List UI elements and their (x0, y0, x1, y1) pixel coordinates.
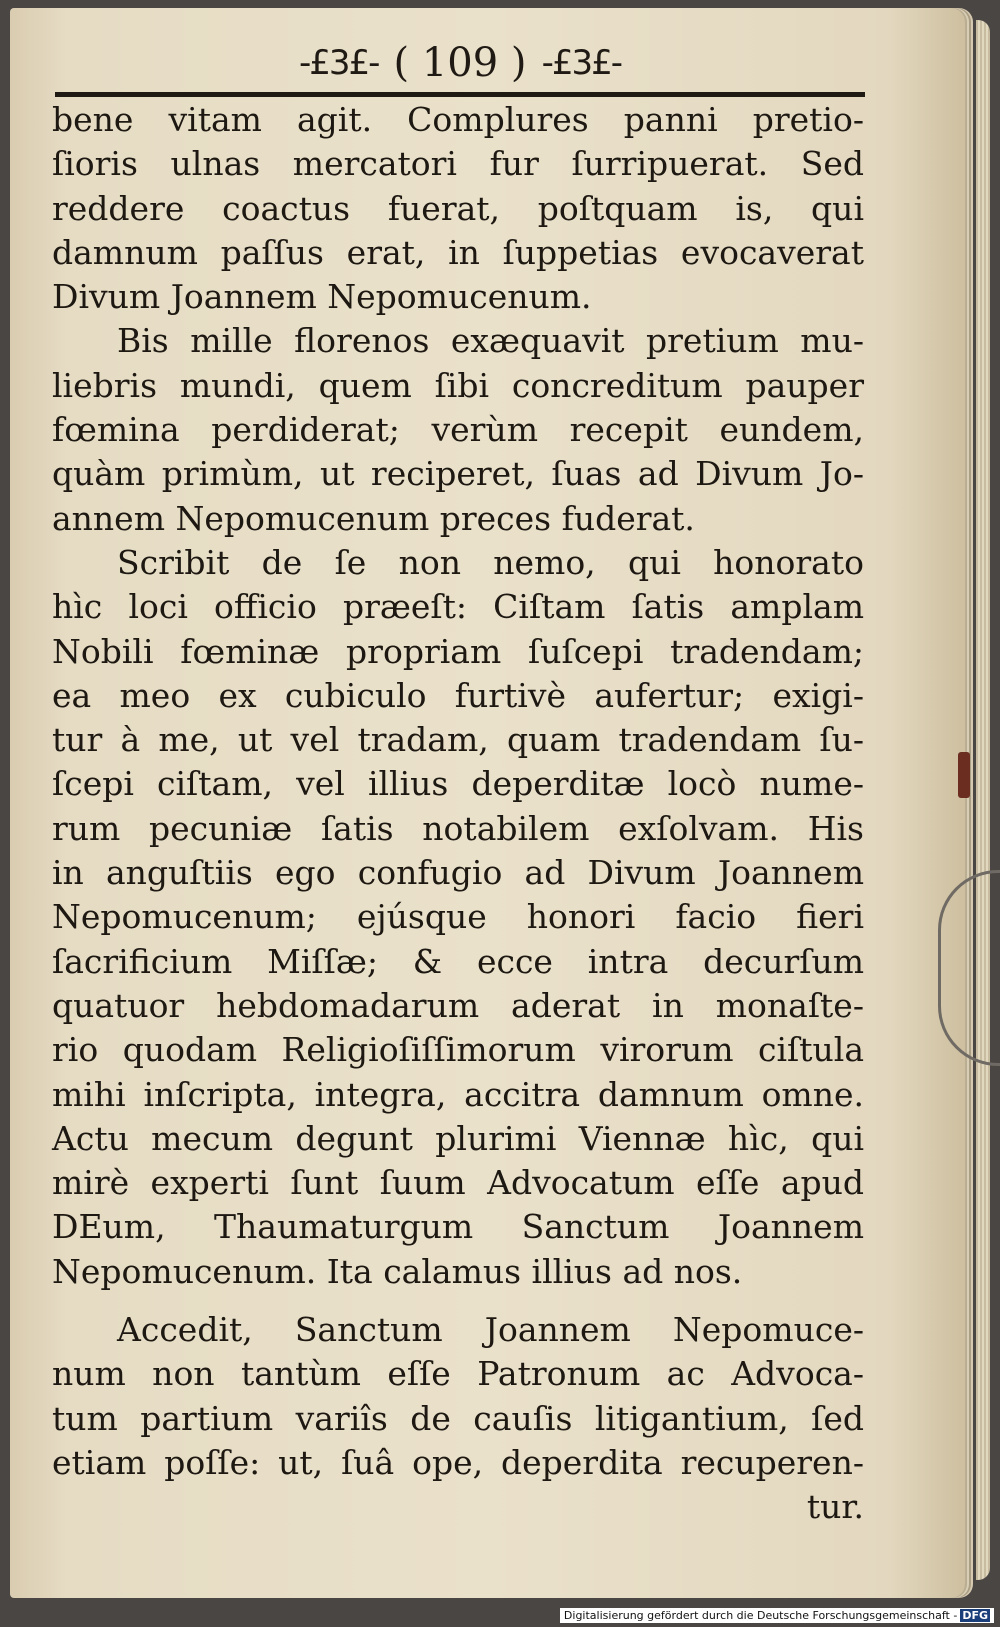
page-edge-stack (976, 20, 990, 1580)
text-line: Divum Joannem Nepomucenum. (52, 277, 592, 317)
page-clip (938, 870, 1000, 1066)
text-line: rum pecuniæ ſatis notabilem exſolvam. His (52, 808, 864, 848)
text-line: hìc loci officio præeſt: Ciſtam ſatis amplam (52, 587, 864, 627)
text-line: quatuor hebdomadarum aderat in monaſte- (52, 985, 864, 1025)
text-line: bene vitam agit. Complures panni pretio- (52, 100, 864, 139)
running-header (55, 40, 865, 100)
dfg-logo: DFG (962, 1609, 988, 1622)
credit-text: Digitalisierung gefördert durch die Deutsche Forschungsgemeinschaft - (563, 1609, 958, 1622)
text-line: fœmina perdiderat; verùm recepit eundem, (52, 410, 864, 450)
text-line: mirè experti ſunt ſuum Advocatum eſſe apud (52, 1163, 864, 1203)
header-ornament-right: -£3£- (541, 43, 622, 83)
text-line: in anguſtiis ego confugio ad Divum Joannem (52, 853, 864, 893)
text-line: ſioris ulnas mercatori fur ſurripuerat. Sed (52, 144, 864, 184)
body-text (52, 98, 864, 1530)
text-line: DEum, Thaumaturgum Sanctum Joannem (52, 1207, 864, 1247)
text-line: mihi inſcripta, integra, accitra damnum omne. (52, 1074, 864, 1114)
digitization-credit (560, 1608, 994, 1623)
text-line: ſacrificium Miſſæ; & ecce intra decurſum (52, 941, 864, 981)
text-line: Actu mecum degunt plurimi Viennæ hìc, qui (52, 1118, 864, 1158)
text-line: reddere coactus fuerat, poſtquam is, qui (52, 188, 864, 228)
page-number: ( 109 ) (393, 40, 527, 86)
text-line: Nepomucenum. Ita calamus illius ad nos. (52, 1251, 743, 1291)
text-line: etiam poſſe: ut, ſuâ ope, deperdita recuperen- (52, 1442, 864, 1482)
text-line: ſcepi ciſtam, vel illius deperditæ locò nume- (52, 764, 864, 804)
text-line: Scribit de ſe non nemo, qui honorato (117, 542, 864, 582)
text-line: rio quodam Religioſiſſimorum virorum ciſtula (52, 1030, 864, 1070)
header-ornament-left: -£3£- (298, 43, 379, 83)
page-stain (958, 752, 970, 798)
text-line: Accedit, Sanctum Joannem Nepomuce- (117, 1310, 864, 1350)
text-line: tum partium variîs de cauſis litigantium, ſed (52, 1398, 864, 1438)
text-line: liebris mundi, quem ſibi concreditum pauper (52, 365, 864, 405)
text-line: num non tantùm eſſe Patronum ac Advoca- (52, 1354, 864, 1394)
header-rule (55, 92, 865, 97)
text-line: damnum paſſus erat, in ſuppetias evocaverat (52, 232, 864, 272)
text-line: Nepomucenum; ejúsque honori facio fieri (52, 897, 864, 937)
text-line: ea meo ex cubiculo furtivè aufertur; exigi- (52, 675, 864, 715)
text-line: annem Nepomucenum preces fuderat. (52, 498, 695, 538)
text-line: tur à me, ut vel tradam, quam tradendam ſu- (52, 720, 864, 760)
text-line: tur. (806, 1487, 864, 1527)
text-line: quàm primùm, ut reciperet, ſuas ad Divum Jo- (52, 454, 864, 494)
text-line: Nobili fœminæ propriam ſuſcepi tradendam; (52, 631, 864, 671)
paragraph-gap (52, 1294, 864, 1308)
text-line: Bis mille florenos exæquavit pretium mu- (117, 321, 864, 361)
